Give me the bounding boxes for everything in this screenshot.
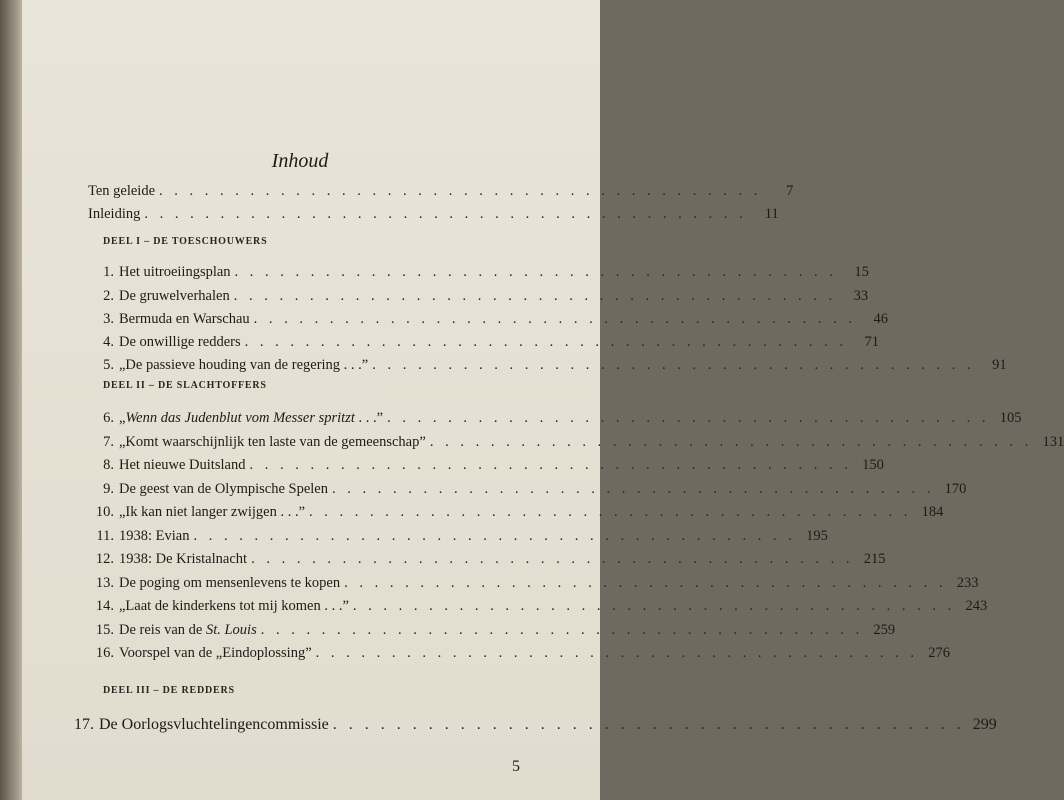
- page-reference: 15: [854, 264, 869, 280]
- chapter-title: „Komt waarschijnlijk ten laste van de gemeenschap”: [119, 434, 426, 450]
- chapter-number: 15.: [95, 622, 114, 638]
- page-reference: 33: [853, 288, 869, 304]
- toc-entry: [88, 306, 889, 328]
- chapter-title: „Laat de kinderkens tot mij komen . . .”: [119, 598, 349, 614]
- chapter-title: Bermuda en Warschau: [119, 311, 250, 327]
- toc-entry: [88, 640, 951, 662]
- dot-leader: . . . . . . . . . . . . . . . . . . . . . . . . . . . . . . . . . . . . . . . .: [260, 622, 864, 638]
- chapter-title: De onwillige redders: [119, 334, 241, 350]
- toc-entry: [88, 499, 944, 521]
- toc-entry: [88, 352, 1007, 374]
- chapter-title: „Wenn das Judenblut vom Messer spritzt . . .”: [119, 410, 384, 426]
- toc-entry: [88, 523, 828, 545]
- page-reference: 243: [965, 598, 988, 614]
- page-reference: 46: [873, 311, 889, 327]
- page-number: 5: [512, 758, 520, 775]
- page-reference: 91: [992, 357, 1007, 373]
- toc-entry: [88, 259, 869, 281]
- toc-entry: [88, 283, 869, 305]
- dot-leader: . . . . . . . . . . . . . . . . . . . . . . . . . . . . . . . . . . . . . . . .: [387, 410, 990, 426]
- toc-entry: [88, 329, 879, 351]
- toc-entry: [88, 593, 988, 615]
- page-reference: 11: [764, 206, 779, 222]
- dot-leader: . . . . . . . . . . . . . . . . . . . . . . . . . . . . . . . . . . . . . . . .: [315, 645, 919, 661]
- page-reference: 170: [944, 481, 967, 497]
- toc-entry: [88, 201, 779, 223]
- chapter-title: Ten geleide: [88, 183, 156, 199]
- chapter-title: Inleiding: [88, 206, 141, 222]
- toc-entry: [88, 178, 794, 200]
- chapter-title: De gruwelverhalen: [119, 288, 230, 304]
- chapter-title: „Ik kan niet langer zwijgen . . .”: [119, 504, 306, 520]
- section-heading: DEEL II – DE SLACHTOFFERS: [103, 380, 267, 391]
- chapter-number: 17.: [74, 716, 94, 733]
- chapter-title: Het nieuwe Duitsland: [119, 457, 246, 473]
- page-reference: 195: [806, 528, 828, 544]
- dot-leader: . . . . . . . . . . . . . . . . . . . . . . . . . . . . . . . . . . . . . . . .: [234, 264, 837, 280]
- toc-entry: [88, 570, 979, 592]
- toc-entry: [64, 712, 997, 734]
- page-reference: 131: [1042, 434, 1064, 450]
- show-through-text: [430, 55, 550, 195]
- chapter-number: 6.: [103, 410, 114, 426]
- page-reference: 233: [956, 575, 979, 591]
- page-reference: 184: [921, 504, 944, 520]
- dot-leader: . . . . . . . . . . . . . . . . . . . . . . . . . . . . . . . . . . . . . . . .: [372, 357, 975, 373]
- chapter-number: 3.: [103, 311, 114, 327]
- dot-leader: . . . . . . . . . . . . . . . . . . . . . . . . . . . . . . . . . . . . . . . .: [193, 528, 796, 544]
- dot-leader: . . . . . . . . . . . . . . . . . . . . . . . . . . . . . . . . . . . . . . . .: [352, 598, 956, 614]
- toc-entry: [88, 476, 967, 498]
- chapter-number: 10.: [95, 504, 114, 520]
- dot-leader: . . . . . . . . . . . . . . . . . . . . . . . . . . . . . . . . . . . . . . . .: [253, 311, 857, 327]
- dot-leader: . . . . . . . . . . . . . . . . . . . . . . . . . . . . . . . . . . . . . . . .: [332, 716, 965, 733]
- chapter-title: 1938: Evian: [119, 528, 190, 544]
- chapter-number: 2.: [103, 288, 114, 304]
- dot-leader: . . . . . . . . . . . . . . . . . . . . . . . . . . . . . . . . . . . . . . . .: [251, 551, 854, 567]
- page-reference: 105: [999, 410, 1022, 426]
- toc-entry: [88, 617, 896, 639]
- dot-leader: . . . . . . . . . . . . . . . . . . . . . . . . . . . . . . . . . . . . . . . .: [144, 206, 747, 222]
- section-heading: DEEL I – DE TOESCHOUWERS: [103, 236, 268, 247]
- page-reference: 299: [972, 716, 997, 733]
- chapter-number: 8.: [103, 457, 114, 473]
- chapter-number: 13.: [95, 575, 114, 591]
- page-reference: 215: [863, 551, 886, 567]
- chapter-number: 4.: [103, 334, 114, 350]
- chapter-number: 12.: [95, 551, 114, 567]
- toc-entry: [88, 546, 886, 568]
- chapter-number: 14.: [95, 598, 114, 614]
- dot-leader: . . . . . . . . . . . . . . . . . . . . . . . . . . . . . . . . . . . . . . . .: [249, 457, 852, 473]
- chapter-title: De poging om mensenlevens te kopen: [119, 575, 341, 591]
- chapter-number: 16.: [95, 645, 114, 661]
- chapter-title: De reis van de St. Louis: [119, 622, 257, 638]
- page-reference: 71: [864, 334, 879, 350]
- toc-entry: [88, 405, 1022, 427]
- chapter-title: De geest van de Olympische Spelen: [119, 481, 328, 497]
- dot-leader: . . . . . . . . . . . . . . . . . . . . . . . . . . . . . . . . . . . . . . . .: [309, 504, 912, 520]
- chapter-title: Voorspel van de „Eindoplossing”: [119, 645, 312, 661]
- section-heading: DEEL III – DE REDDERS: [103, 685, 235, 696]
- toc-entry: [88, 429, 1064, 451]
- chapter-title: 1938: De Kristalnacht: [119, 551, 248, 567]
- chapter-title: Het uitroeiingsplan: [119, 264, 231, 280]
- chapter-title: „De passieve houding van de regering . . .”: [119, 357, 369, 373]
- dot-leader: . . . . . . . . . . . . . . . . . . . . . . . . . . . . . . . . . . . . . . . .: [331, 481, 935, 497]
- dot-leader: . . . . . . . . . . . . . . . . . . . . . . . . . . . . . . . . . . . . . . . .: [159, 183, 762, 199]
- chapter-title: De Oorlogsvluchtelingencommissie: [99, 716, 329, 733]
- chapter-number: 9.: [103, 481, 114, 497]
- toc-entry: [88, 452, 884, 474]
- page-reference: 276: [928, 645, 951, 661]
- dot-leader: . . . . . . . . . . . . . . . . . . . . . . . . . . . . . . . . . . . . . . . .: [344, 575, 947, 591]
- page-title: Inhoud: [271, 150, 329, 172]
- page-reference: 259: [873, 622, 896, 638]
- dot-leader: . . . . . . . . . . . . . . . . . . . . . . . . . . . . . . . . . . . . . . . .: [244, 334, 847, 350]
- italic-title-part: St. Louis: [205, 622, 257, 638]
- italic-title-part: Wenn das Judenblut vom Messer spritzt: [125, 410, 355, 426]
- dot-leader: . . . . . . . . . . . . . . . . . . . . . . . . . . . . . . . . . . . . . . . .: [429, 434, 1033, 450]
- dot-leader: . . . . . . . . . . . . . . . . . . . . . . . . . . . . . . . . . . . . . . . .: [233, 288, 837, 304]
- chapter-number: 1.: [103, 264, 114, 280]
- page-reference: 150: [862, 457, 884, 473]
- chapter-number: 5.: [103, 357, 114, 373]
- chapter-number: 11.: [96, 528, 114, 544]
- page-reference: 7: [786, 183, 794, 199]
- chapter-number: 7.: [103, 434, 114, 450]
